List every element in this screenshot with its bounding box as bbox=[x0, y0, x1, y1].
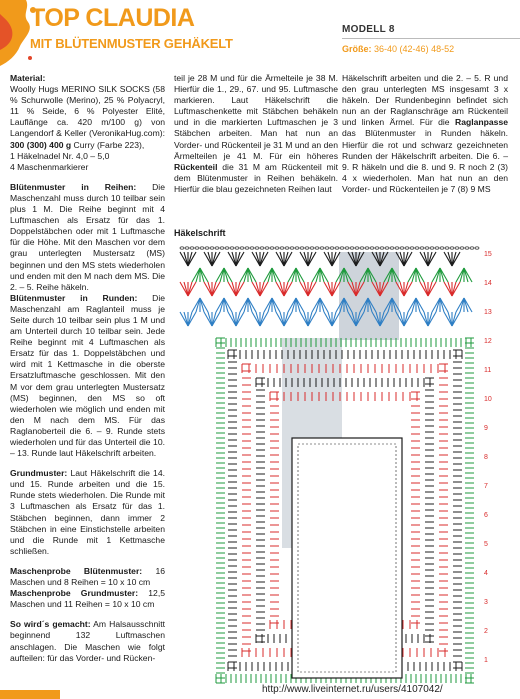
chain-stitch bbox=[400, 247, 404, 249]
rows-paragraph bbox=[10, 182, 165, 459]
chain-stitch bbox=[310, 247, 314, 249]
stitch-mark bbox=[428, 312, 436, 326]
stitch-mark bbox=[432, 298, 440, 312]
rounds-heading: Blütenmuster in Runden: bbox=[10, 292, 138, 303]
stitch-mark bbox=[236, 312, 244, 326]
raglan-term: Raglanpasse bbox=[454, 117, 509, 128]
chain-stitch bbox=[240, 247, 244, 249]
size-label: Größe: bbox=[342, 44, 372, 54]
stitch-mark bbox=[212, 252, 220, 266]
stitch-mark bbox=[180, 252, 188, 266]
chain-stitch bbox=[250, 247, 254, 249]
text-column-1 bbox=[10, 73, 165, 673]
stitch-mark bbox=[204, 252, 212, 266]
chain-stitch bbox=[260, 247, 264, 249]
col2-text-1: teil je 28 M und für die Ärmelteile je 38 M. Hierfür die 1., 29., 67. und 95. Luftmasche markieren. Laut Häkelschrift die Luftmaschenkette mit Stäbchen behäkeln und in die markierten Luftmaschen je 3 Stäbchen arbeiten. Man hat nun an Vorder- und Rückenteil je 31 M und an den Ärmelteilen je 41 M. Für ein höheres bbox=[174, 73, 338, 161]
stitch-mark bbox=[252, 312, 260, 326]
chain-stitch bbox=[200, 247, 204, 249]
chain-stitch bbox=[355, 247, 359, 249]
stitch-mark bbox=[236, 252, 244, 266]
stitch-mark bbox=[296, 268, 304, 282]
howto-paragraph bbox=[10, 619, 165, 663]
stitch-mark bbox=[200, 268, 208, 282]
gauge1-heading: Maschenprobe Blütenmuster: bbox=[10, 565, 143, 576]
chain-stitch bbox=[245, 247, 249, 249]
stitch-mark bbox=[324, 312, 332, 326]
chain-stitch bbox=[370, 247, 374, 249]
chain-stitch bbox=[230, 247, 234, 249]
stitch-mark bbox=[192, 268, 200, 282]
stitch-mark bbox=[416, 298, 424, 312]
stitch-mark bbox=[260, 252, 268, 266]
row-number: 9 bbox=[484, 425, 488, 432]
stitch-mark bbox=[428, 252, 436, 266]
stitch-mark bbox=[324, 252, 332, 266]
chain-stitch bbox=[205, 247, 209, 249]
page-title: TOP CLAUDIA bbox=[30, 4, 195, 32]
stitch-mark bbox=[464, 298, 472, 312]
stitch-mark bbox=[408, 298, 416, 312]
gauge-paragraph bbox=[10, 566, 165, 610]
stitch-mark bbox=[296, 298, 304, 312]
stitch-mark bbox=[180, 282, 188, 296]
stitch-mark bbox=[404, 282, 412, 296]
chain-stitch bbox=[280, 247, 284, 249]
chain-stitch bbox=[455, 247, 459, 249]
stitch-mark bbox=[252, 282, 260, 296]
stitch-mark bbox=[260, 312, 268, 326]
row-number: 14 bbox=[484, 280, 492, 287]
stitch-mark bbox=[284, 312, 292, 326]
stitch-mark bbox=[216, 298, 224, 312]
chain-stitch bbox=[215, 247, 219, 249]
material-amount: 300 (300) 400 g bbox=[10, 139, 72, 150]
chain-stitch bbox=[365, 247, 369, 249]
chain-stitch bbox=[225, 247, 229, 249]
stitch-mark bbox=[188, 252, 196, 266]
stitch-mark bbox=[332, 312, 340, 326]
chain-stitch bbox=[190, 247, 194, 249]
stitch-mark bbox=[332, 282, 340, 296]
row-number: 2 bbox=[484, 628, 488, 635]
chain-stitch bbox=[410, 247, 414, 249]
chain-stitch bbox=[300, 247, 304, 249]
chain-stitch bbox=[405, 247, 409, 249]
inner-window bbox=[292, 438, 402, 678]
row-number: 1 bbox=[484, 657, 488, 664]
material-markers: 4 Maschenmarkierer bbox=[10, 161, 89, 172]
stitch-mark bbox=[440, 268, 448, 282]
stitch-mark bbox=[464, 268, 472, 282]
stitch-mark bbox=[188, 312, 196, 326]
row-number: 5 bbox=[484, 541, 488, 548]
col3-paragraph bbox=[342, 73, 508, 195]
row-number: 13 bbox=[484, 309, 492, 316]
stitch-mark bbox=[192, 298, 200, 312]
chain-stitch bbox=[235, 247, 239, 249]
stitch-mark bbox=[308, 282, 316, 296]
stitch-mark bbox=[204, 282, 212, 296]
repeat-shading bbox=[339, 252, 399, 340]
stitch-mark bbox=[200, 298, 208, 312]
stitch-mark bbox=[324, 282, 332, 296]
stitch-mark bbox=[288, 298, 296, 312]
chart-label: Häkelschrift bbox=[174, 228, 226, 238]
stitch-mark bbox=[308, 252, 316, 266]
stitch-mark bbox=[276, 312, 284, 326]
stitch-mark bbox=[264, 268, 272, 282]
stitch-mark bbox=[284, 252, 292, 266]
size-value: 36-40 (42-46) 48-52 bbox=[374, 44, 455, 54]
chain-stitch bbox=[415, 247, 419, 249]
chain-stitch bbox=[475, 247, 479, 249]
chain-stitch bbox=[325, 247, 329, 249]
chain-stitch bbox=[395, 247, 399, 249]
chain-stitch bbox=[460, 247, 464, 249]
chain-stitch bbox=[295, 247, 299, 249]
stitch-mark bbox=[260, 282, 268, 296]
page-subtitle: MIT BLÜTENMUSTER GEHÄKELT bbox=[30, 36, 233, 51]
stitch-mark bbox=[452, 312, 460, 326]
stitch-mark bbox=[212, 282, 220, 296]
gauge2-heading: Maschenprobe Grundmuster: bbox=[10, 588, 139, 599]
stitch-mark bbox=[272, 298, 280, 312]
row-number: 7 bbox=[484, 483, 488, 490]
stitch-mark bbox=[456, 268, 464, 282]
chain-stitch bbox=[445, 247, 449, 249]
grund-paragraph bbox=[10, 468, 165, 557]
stitch-mark bbox=[300, 282, 308, 296]
header-divider bbox=[342, 38, 520, 39]
stitch-mark bbox=[440, 298, 448, 312]
stitch-mark bbox=[212, 312, 220, 326]
chain-stitch bbox=[345, 247, 349, 249]
row-number: 11 bbox=[484, 367, 492, 374]
grund-heading: Grundmuster: bbox=[10, 468, 68, 479]
col2-text-2: die 31 M am Rückenteil mit dem Blütenmuster in Reihen behäkeln. Hierfür die blau gezeichneten Reihen laut bbox=[174, 161, 338, 194]
chain-stitch bbox=[440, 247, 444, 249]
stitch-mark bbox=[272, 268, 280, 282]
howto-heading: So wird´s gemacht: bbox=[10, 619, 91, 630]
stitch-mark bbox=[248, 298, 256, 312]
model-number: MODELL 8 bbox=[342, 24, 395, 35]
watermark-url: http://www.liveinternet.ru/users/4107042/ bbox=[262, 684, 443, 695]
page-header bbox=[0, 0, 520, 70]
stitch-mark bbox=[420, 282, 428, 296]
material-needle: 1 Häkelnadel Nr. 4,0 – 5,0 bbox=[10, 150, 110, 161]
grund-text: Laut Häkelschrift die 14. und 15. Runde arbeiten und die 15. Runde stets wiederholen. Die Runde mit 3 Luftmaschen als Ersatz für das 1. Stäbchen beginnen, dann immer 2 Stäbchen in eine Einstichstelle arbeiten und die Runde mit 1 Kettmasche schließen. bbox=[10, 468, 165, 556]
stitch-mark bbox=[300, 312, 308, 326]
chain-stitch bbox=[290, 247, 294, 249]
chain-stitch bbox=[390, 247, 394, 249]
text-column-3 bbox=[342, 73, 508, 204]
stitch-mark bbox=[444, 252, 452, 266]
stitch-mark bbox=[320, 268, 328, 282]
howto-text: Am Halsausschnitt beginnend 132 Luftmaschen anschlagen. Die Maschen wie folgt aufteilen: für das Vorder- und Rücken- bbox=[10, 619, 165, 663]
material-paragraph bbox=[10, 73, 165, 173]
chain-stitch bbox=[385, 247, 389, 249]
chain-stitch bbox=[340, 247, 344, 249]
rows-text: Die Maschenzahl muss durch 10 teilbar sein plus 1 M. Die Reihe beginnt mit 4 Luftmaschen als Ersatz für das 1. Doppelstäbchen oder mit 1 Luftmasche für die Höhe. Mit den Maschen vor dem grau unterlegten Mustersatz (MS) beginnen und den MS stets wiederholen und enden mit den M nach dem MS. Die 2. – 5. Reihe häkeln. bbox=[10, 181, 165, 292]
chain-stitch bbox=[315, 247, 319, 249]
chain-stitch bbox=[330, 247, 334, 249]
stitch-mark bbox=[444, 282, 452, 296]
chain-stitch bbox=[265, 247, 269, 249]
row-number: 3 bbox=[484, 599, 488, 606]
stitch-mark bbox=[224, 268, 232, 282]
size-line bbox=[342, 44, 454, 54]
stitch-mark bbox=[312, 268, 320, 282]
stitch-mark bbox=[188, 282, 196, 296]
chain-stitch bbox=[210, 247, 214, 249]
stitch-mark bbox=[252, 252, 260, 266]
chain-stitch bbox=[380, 247, 384, 249]
chain-stitch bbox=[430, 247, 434, 249]
chain-stitch bbox=[195, 247, 199, 249]
material-heading: Material: bbox=[10, 73, 46, 83]
stitch-mark bbox=[428, 282, 436, 296]
chain-stitch bbox=[470, 247, 474, 249]
row-number: 6 bbox=[484, 512, 488, 519]
rounds-text: Die Maschenzahl am Raglanteil muss je Seite durch 10 teilbar sein plus 1 M und am Unterteil durch 10 teilbar sein. Jede Reihe beginnt mit 4 Luftmaschen als Ersatz für das 1. Doppelstäbchen und wird mit 1 Kettmasche in die oberste Ersatzluftmasche geschlossen. Mit den M vor dem grau unterlegten Mustersatz (MS) beginnen, den MS so oft wiederholen wie möglich und enden mit den M nach dem MS. Für das Raglanoberteil die 6. – 9. Runde stets wiederholen und für das Unterteil die 10. – 13. Runde laut Häkelschrift arbeiten. bbox=[10, 292, 166, 459]
chain-stitch bbox=[450, 247, 454, 249]
stitch-mark bbox=[432, 268, 440, 282]
chain-stitch bbox=[255, 247, 259, 249]
chain-stitch bbox=[220, 247, 224, 249]
col2-paragraph bbox=[174, 73, 338, 195]
material-color: Curry (Farbe 223), bbox=[73, 139, 145, 150]
chain-stitch bbox=[275, 247, 279, 249]
chain-stitch bbox=[350, 247, 354, 249]
chain-stitch bbox=[420, 247, 424, 249]
col3-text-1: Häkelschrift arbeiten und die 2. – 5. R und den grau unterlegten MS insgesamt 3 x häkeln. Der Rundenbeginn befindet sich nun an der Raglanschräge am Rückenteil und linken Ärmel. Für die bbox=[342, 73, 508, 128]
chain-stitch bbox=[320, 247, 324, 249]
stitch-mark bbox=[320, 298, 328, 312]
stitch-mark bbox=[408, 268, 416, 282]
rueckenteil-term: Rückenteil bbox=[174, 161, 218, 172]
row-number: 15 bbox=[484, 251, 492, 258]
gauge1-text: 16 Maschen und 8 Reihen = 10 x 10 cm bbox=[10, 565, 165, 588]
row-number: 4 bbox=[484, 570, 488, 577]
stitch-mark bbox=[284, 282, 292, 296]
stitch-mark bbox=[180, 312, 188, 326]
stitch-mark bbox=[276, 282, 284, 296]
chain-stitch bbox=[185, 247, 189, 249]
chain-stitch bbox=[270, 247, 274, 249]
stitch-mark bbox=[288, 268, 296, 282]
stitch-mark bbox=[224, 298, 232, 312]
stitch-mark bbox=[420, 312, 428, 326]
chain-stitch bbox=[465, 247, 469, 249]
row-number: 8 bbox=[484, 454, 488, 461]
chain-stitch bbox=[425, 247, 429, 249]
stitch-mark bbox=[236, 282, 244, 296]
stitch-mark bbox=[276, 252, 284, 266]
stitch-mark bbox=[444, 312, 452, 326]
chain-stitch bbox=[285, 247, 289, 249]
stitch-mark bbox=[420, 252, 428, 266]
material-text: Woolly Hugs MERINO SILK SOCKS (58 % Schurwolle (Merino), 25 % Polyacryl, 11 % Seide, 6 % Polyester Elité, Lauflänge ca. 420 m/100 g) von Langendorf & Keller (VeronikaHug.com): bbox=[10, 84, 165, 139]
stitch-mark bbox=[228, 252, 236, 266]
stitch-mark bbox=[204, 312, 212, 326]
stitch-mark bbox=[404, 312, 412, 326]
stitch-mark bbox=[452, 252, 460, 266]
stitch-mark bbox=[308, 312, 316, 326]
stitch-mark bbox=[264, 298, 272, 312]
chain-stitch bbox=[305, 247, 309, 249]
stitch-mark bbox=[240, 298, 248, 312]
chain-stitch bbox=[435, 247, 439, 249]
stitch-mark bbox=[248, 268, 256, 282]
stitch-mark bbox=[228, 312, 236, 326]
stitch-mark bbox=[416, 268, 424, 282]
row-number: 10 bbox=[484, 396, 492, 403]
gauge2-text: 12,5 Maschen und 11 Reihen = 10 x 10 cm bbox=[10, 588, 165, 610]
stitch-mark bbox=[452, 282, 460, 296]
row-number: 12 bbox=[484, 338, 492, 345]
stitch-mark bbox=[404, 252, 412, 266]
stitch-mark bbox=[240, 268, 248, 282]
stitch-mark bbox=[312, 298, 320, 312]
text-column-2 bbox=[174, 73, 338, 204]
chain-stitch bbox=[335, 247, 339, 249]
stitch-mark bbox=[228, 282, 236, 296]
stitch-mark bbox=[332, 252, 340, 266]
chain-stitch bbox=[375, 247, 379, 249]
col3-text-2: das Blütenmuster in Runden häkeln. Hierfür die rot und schwarz gezeichneten Runden der Häkelschrift arbeiten. Die 6. – 9. R häkeln und die 8. und 9. R noch 2 (3) 4 x wiederholen. Man hat nun an den Vorder- und Rückenteilen je 7 (8) 9 MS bbox=[342, 128, 508, 194]
stitch-mark bbox=[456, 298, 464, 312]
chain-stitch bbox=[360, 247, 364, 249]
footer-tab bbox=[0, 690, 60, 699]
rows-heading: Blütenmuster in Reihen: bbox=[10, 181, 137, 192]
stitch-mark bbox=[216, 268, 224, 282]
crochet-chart bbox=[174, 238, 520, 693]
chain-stitch bbox=[180, 247, 184, 249]
stitch-mark bbox=[300, 252, 308, 266]
